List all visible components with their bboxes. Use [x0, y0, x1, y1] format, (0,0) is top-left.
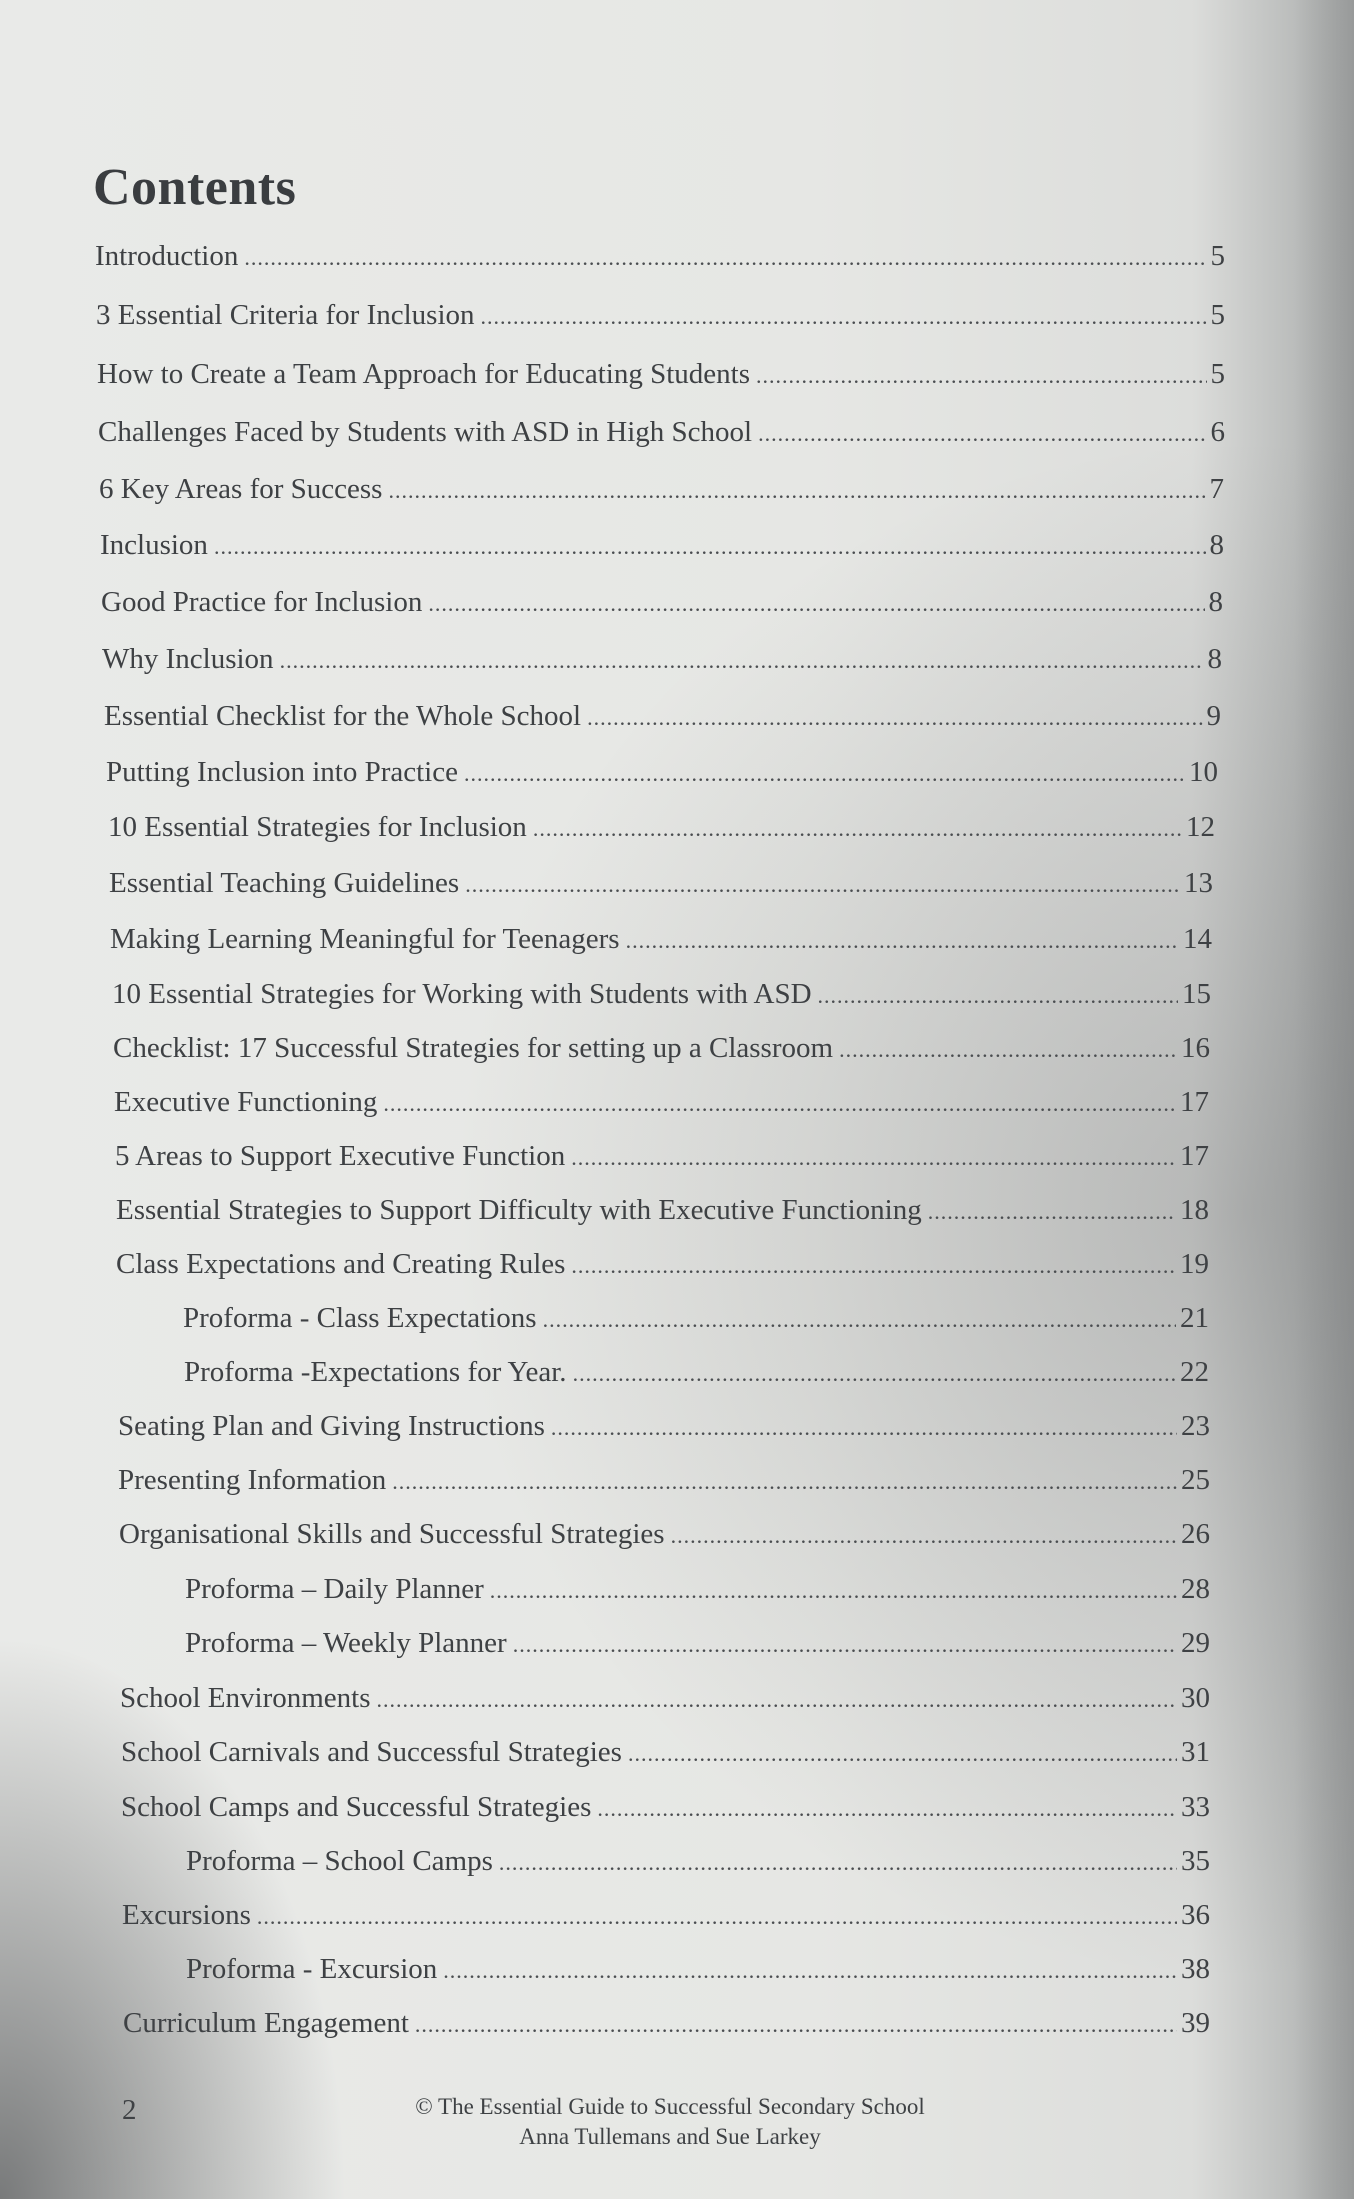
toc-entry: [118, 1410, 1210, 1443]
toc-entry: [104, 700, 1221, 733]
toc-entry-title: School Carnivals and Successful Strategies: [121, 1736, 622, 1768]
dot-leader: [499, 1850, 1177, 1876]
dot-leader: [244, 245, 1206, 271]
toc-entry-title: Challenges Faced by Students with ASD in High School: [98, 416, 753, 448]
toc-entry-page: 5: [1210, 240, 1225, 272]
toc-entry-page: 6: [1210, 416, 1225, 448]
toc-entry: [102, 643, 1222, 676]
dot-leader: [597, 1796, 1177, 1822]
toc-entry-page: 14: [1183, 923, 1212, 955]
toc-entry-sub: [185, 1627, 1210, 1660]
toc-entry-title: Curriculum Engagement: [123, 2007, 409, 2039]
toc-entry: [100, 529, 1224, 562]
toc-entry-title: Making Learning Meaningful for Teenagers: [110, 923, 620, 955]
toc-entry-title: Proforma – School Camps: [186, 1845, 493, 1877]
toc-entry-sub: [185, 1573, 1210, 1606]
toc-entry-page: 16: [1181, 1032, 1210, 1064]
dot-leader: [533, 816, 1182, 842]
page-title: Contents: [93, 159, 297, 216]
toc-entry-page: 38: [1181, 1953, 1210, 1985]
toc-entry-title: 5 Areas to Support Executive Function: [115, 1140, 566, 1172]
toc-entry-page: 8: [1207, 643, 1222, 675]
dot-leader: [428, 591, 1204, 617]
dot-leader: [758, 421, 1206, 447]
toc-entry-title: Presenting Information: [118, 1464, 387, 1496]
toc-entry-page: 8: [1209, 529, 1224, 561]
toc-entry-sub: [184, 1356, 1209, 1389]
toc-entry: [123, 2007, 1210, 2040]
dot-leader: [587, 705, 1202, 731]
toc-entry: [116, 1194, 1209, 1227]
toc-entry-page: 5: [1210, 358, 1225, 390]
toc-entry-title: Proforma - Class Expectations: [183, 1302, 537, 1334]
toc-entry-page: 23: [1181, 1410, 1210, 1442]
dot-leader: [481, 304, 1207, 330]
toc-entry: [121, 1736, 1210, 1769]
footer-page-number: 2: [122, 2094, 137, 2126]
toc-entry-page: 17: [1180, 1086, 1209, 1118]
toc-entry-title: Checklist: 17 Successful Strategies for setting up a Classroom: [113, 1032, 834, 1064]
dot-leader: [928, 1199, 1176, 1225]
toc-entry-title: Class Expectations and Creating Rules: [116, 1248, 566, 1280]
toc-entry-title: Proforma - Excursion: [186, 1953, 438, 1985]
toc-entry: [109, 867, 1213, 900]
toc-entry-page: 35: [1181, 1845, 1210, 1877]
footer-authors-line: Anna Tullemans and Sue Larkey: [519, 2124, 821, 2149]
toc-entry-page: 39: [1181, 2007, 1210, 2039]
toc-entry-page: 29: [1181, 1627, 1210, 1659]
dot-leader: [465, 872, 1180, 898]
toc-entry-title: Introduction: [95, 240, 239, 272]
toc-entry-title: Essential Teaching Guidelines: [109, 867, 460, 899]
dot-leader: [626, 928, 1179, 954]
toc-entry-page: 12: [1186, 811, 1215, 843]
toc-entry: [118, 1464, 1210, 1497]
dot-leader: [839, 1037, 1177, 1063]
toc-entry-page: 19: [1180, 1248, 1209, 1280]
toc-entry: [112, 978, 1211, 1011]
toc-entry-page: 10: [1189, 756, 1218, 788]
dot-leader: [756, 363, 1207, 389]
dot-leader: [551, 1415, 1177, 1441]
dot-leader: [257, 1904, 1177, 1930]
dot-leader: [377, 1687, 1177, 1713]
dot-leader: [464, 761, 1185, 787]
toc-entry-page: 26: [1181, 1518, 1210, 1550]
dot-leader: [214, 534, 1206, 560]
toc-entry-page: 22: [1180, 1356, 1209, 1388]
dot-leader: [543, 1307, 1176, 1333]
toc-entry-title: Essential Strategies to Support Difficulty with Executive Functioning: [116, 1194, 922, 1226]
toc-entry: [110, 923, 1212, 956]
toc-entry-title: Excursions: [122, 1899, 251, 1931]
dot-leader: [513, 1632, 1177, 1658]
toc-entry-page: 17: [1180, 1140, 1209, 1172]
dot-leader: [573, 1361, 1176, 1387]
toc-entry-page: 7: [1209, 473, 1224, 505]
dot-leader: [628, 1741, 1177, 1767]
toc-entry: [106, 756, 1218, 789]
toc-entry-page: 15: [1182, 978, 1211, 1010]
footer-copyright-line: © The Essential Guide to Successful Secondary School: [415, 2094, 925, 2119]
toc-entry-sub: [186, 1845, 1210, 1878]
toc-entry-title: How to Create a Team Approach for Educating Students: [97, 358, 750, 390]
toc-entry-page: 9: [1206, 700, 1221, 732]
toc-entry-title: 10 Essential Strategies for Working with Students with ASD: [112, 978, 812, 1010]
toc-entry-page: 30: [1181, 1682, 1210, 1714]
dot-leader: [383, 1091, 1176, 1117]
footer-copyright: [340, 2092, 1000, 2152]
toc-entry-page: 28: [1181, 1573, 1210, 1605]
dot-leader: [388, 478, 1205, 504]
toc-entry-title: Organisational Skills and Successful Strategies: [119, 1518, 665, 1550]
dot-leader: [415, 2012, 1177, 2038]
dot-leader: [671, 1523, 1177, 1549]
toc-entry-page: 31: [1181, 1736, 1210, 1768]
toc-entry-title: 10 Essential Strategies for Inclusion: [108, 811, 527, 843]
toc-entry: [97, 358, 1225, 391]
toc-entry: [101, 586, 1223, 619]
toc-entry-title: Seating Plan and Giving Instructions: [118, 1410, 545, 1442]
toc-entry: [113, 1032, 1210, 1065]
toc-entry-title: 3 Essential Criteria for Inclusion: [96, 299, 475, 331]
toc-entry-title: Proforma – Daily Planner: [185, 1573, 484, 1605]
toc-entry-title: Essential Checklist for the Whole School: [104, 700, 582, 732]
toc-entry: [108, 811, 1215, 844]
toc-entry-title: 6 Key Areas for Success: [99, 473, 383, 505]
toc-entry-sub: [183, 1302, 1209, 1335]
toc-entry: [99, 473, 1224, 506]
toc-entry-title: School Camps and Successful Strategies: [121, 1791, 592, 1823]
toc-entry-title: Why Inclusion: [102, 643, 274, 675]
toc-entry: [114, 1086, 1209, 1119]
toc-entry: [116, 1248, 1209, 1281]
toc-entry-title: Proforma -Expectations for Year.: [184, 1356, 567, 1388]
dot-leader: [490, 1578, 1177, 1604]
dot-leader: [443, 1958, 1177, 1984]
toc-entry: [120, 1682, 1210, 1715]
toc-entry-title: Proforma – Weekly Planner: [185, 1627, 507, 1659]
dot-leader: [818, 983, 1178, 1009]
toc-entry-sub: [186, 1953, 1210, 1986]
toc-entry-title: Inclusion: [100, 529, 208, 561]
toc-entry: [95, 240, 1225, 273]
toc-entry-title: Executive Functioning: [114, 1086, 378, 1118]
toc-entry: [121, 1791, 1210, 1824]
toc-entry-title: Putting Inclusion into Practice: [106, 756, 458, 788]
toc-entry-page: 18: [1180, 1194, 1209, 1226]
dot-leader: [392, 1469, 1177, 1495]
toc-entry: [98, 416, 1225, 449]
toc-entry: [115, 1140, 1209, 1173]
toc-entry-page: 5: [1210, 299, 1225, 331]
toc-entry-page: 8: [1208, 586, 1223, 618]
toc-entry-title: Good Practice for Inclusion: [101, 586, 423, 618]
toc-entry-page: 33: [1181, 1791, 1210, 1823]
toc-entry: [96, 299, 1225, 332]
dot-leader: [280, 648, 1204, 674]
toc-entry-page: 13: [1184, 867, 1213, 899]
dot-leader: [571, 1253, 1176, 1279]
toc-entry-page: 21: [1180, 1302, 1209, 1334]
toc-entry: [122, 1899, 1210, 1932]
toc-entry: [119, 1518, 1210, 1551]
toc-entry-page: 36: [1181, 1899, 1210, 1931]
toc-entry-title: School Environments: [120, 1682, 371, 1714]
toc-entry-page: 25: [1181, 1464, 1210, 1496]
dot-leader: [571, 1145, 1176, 1171]
